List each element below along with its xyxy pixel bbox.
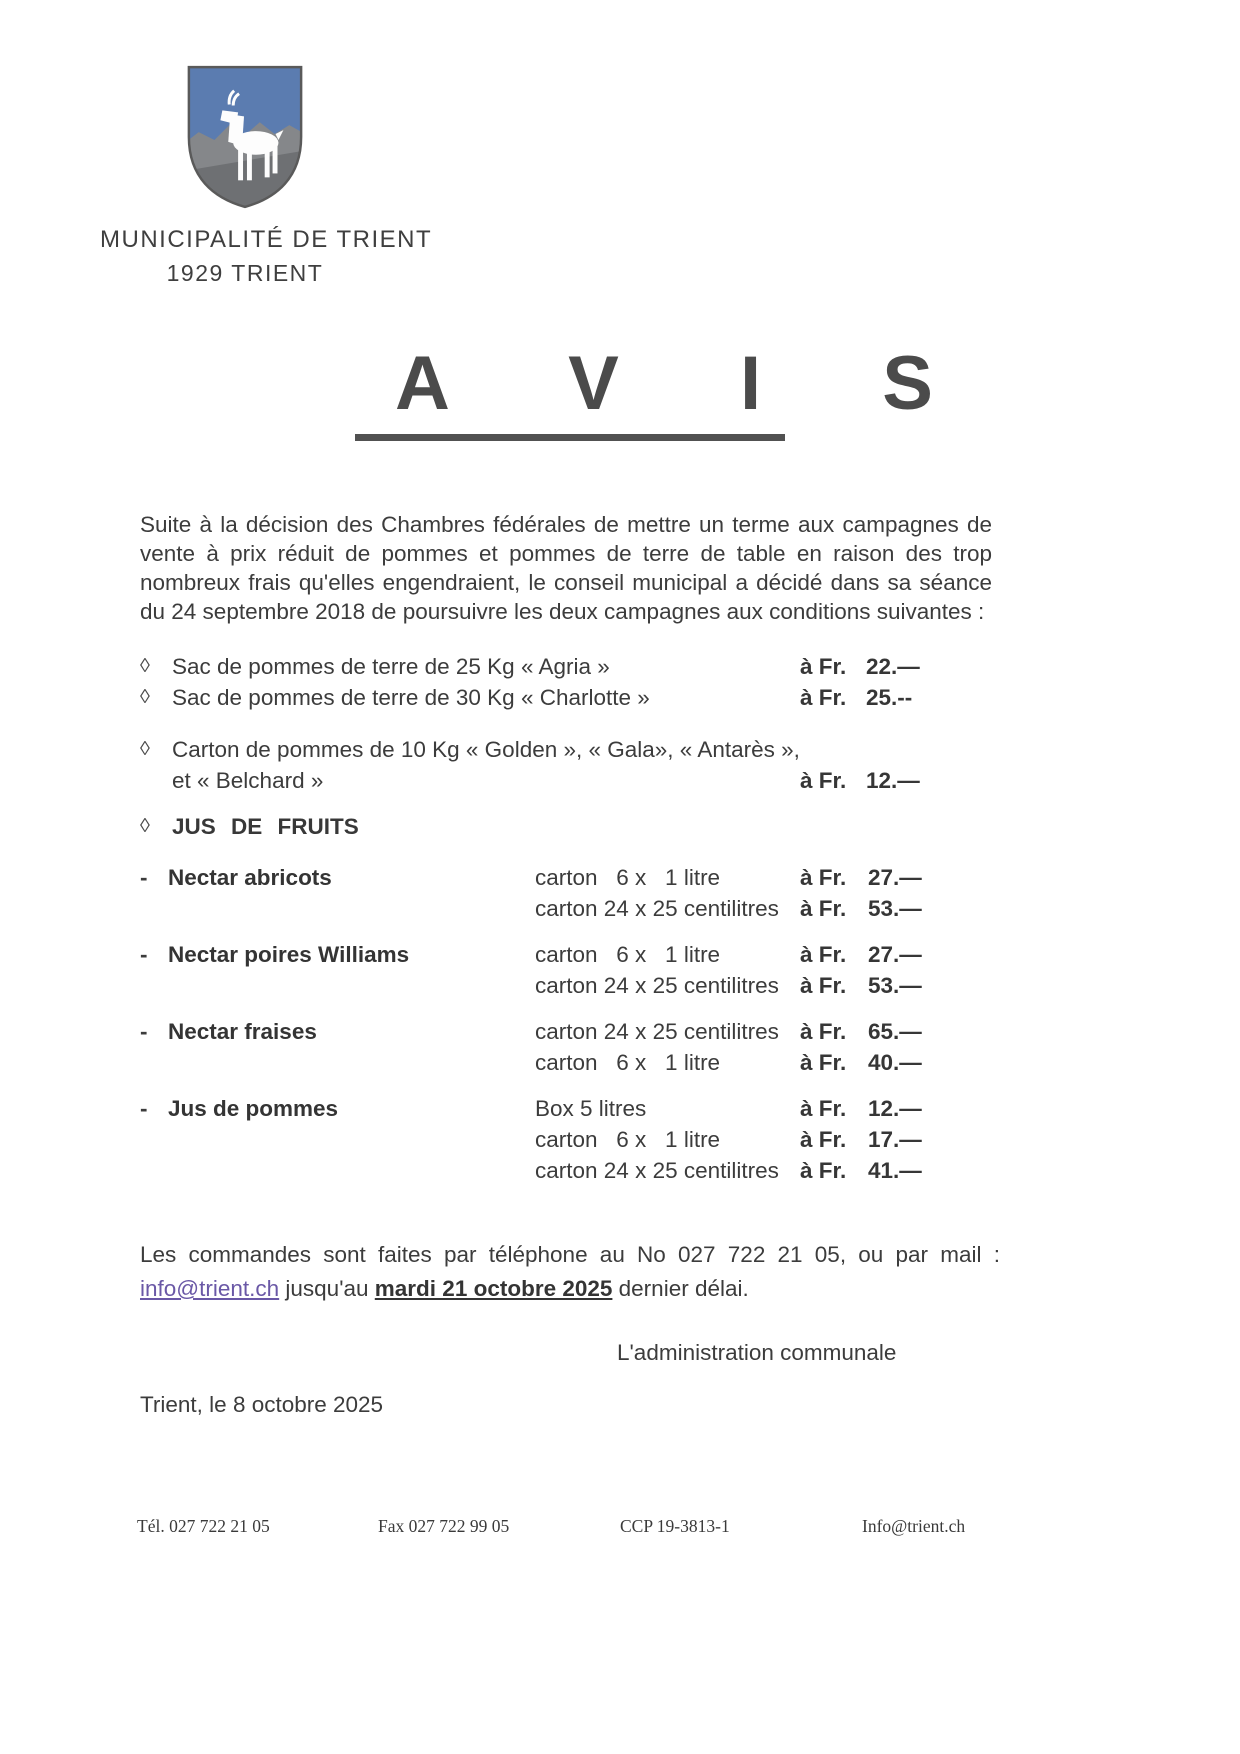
price-label: à Fr. (800, 1158, 847, 1183)
packaging: carton 6 x 1 litre (535, 1050, 721, 1075)
juice-section-heading-row (140, 811, 992, 842)
price-value: 25.-- (866, 685, 913, 710)
packaging: Box 5 litres (535, 1096, 647, 1121)
item-text: Carton de pommes de 10 Kg « Golden », « Gala», « Antarès », (172, 737, 800, 762)
table-row (140, 1124, 992, 1155)
juice-price-table (140, 862, 992, 1201)
municipality-name: MUNICIPALITÉ DE TRIENT (100, 226, 433, 253)
place-date: Trient, le 8 octobre 2025 (140, 1392, 384, 1417)
price-label: à Fr. (800, 1127, 847, 1152)
price-value: 27.— (868, 942, 922, 967)
signature: L'administration communale (617, 1340, 897, 1365)
list-item (140, 734, 992, 765)
product-name: Nectar poires Williams (168, 942, 410, 967)
intro-paragraph: Suite à la décision des Chambres fédérales de mettre un terme aux campagnes de vente à prix réduit de pommes et pommes de terre de table en raison des trop nombreux frais qu'elles engendraient, le conseil municipal a décidé dans sa séance du 24 septembre 2018 de poursuivre les deux campagnes aux conditions suivantes : (140, 511, 992, 624)
footer-phone: Tél. 027 722 21 05 (137, 1516, 270, 1536)
dash-bullet-icon: - (140, 1096, 148, 1121)
list-item (140, 682, 992, 713)
price-label: à Fr. (800, 1050, 847, 1075)
product-group (140, 1016, 992, 1078)
order-line-1: Les commandes sont faites par téléphone au No 027 722 21 05, ou par mail : (140, 1242, 1000, 1267)
order-instructions (140, 1238, 1000, 1305)
notice-title-block (355, 341, 983, 441)
price-label: à Fr. (800, 1019, 847, 1044)
diamond-bullet-icon: ◊ (140, 815, 150, 837)
dash-bullet-icon: - (140, 865, 148, 890)
packaging: carton 24 x 25 centilitres (535, 1158, 779, 1183)
product-group (140, 1093, 992, 1186)
price-value: 41.— (868, 1158, 922, 1183)
price-label: à Fr. (800, 1096, 847, 1121)
dash-bullet-icon: - (140, 1019, 148, 1044)
order-text: dernier délai. (612, 1276, 749, 1301)
item-text: et « Belchard » (172, 768, 324, 793)
diamond-bullet-icon: ◊ (140, 655, 150, 677)
coat-of-arms-icon (181, 62, 309, 212)
product-name: Nectar fraises (168, 1019, 317, 1044)
price-value: 40.— (868, 1050, 922, 1075)
packaging: carton 6 x 1 litre (535, 942, 721, 967)
table-row (140, 1047, 992, 1078)
list-item (140, 765, 992, 796)
table-row (140, 1093, 992, 1124)
notice-title: A V I S (395, 341, 983, 426)
table-row (140, 893, 992, 924)
product-group (140, 939, 992, 1001)
footer-email: Info@trient.ch (862, 1516, 966, 1536)
packaging: carton 6 x 1 litre (535, 1127, 721, 1152)
municipality-city: 1929 TRIENT (166, 260, 324, 286)
item-text: Sac de pommes de terre de 30 Kg « Charlotte » (172, 685, 650, 710)
price-value: 65.— (868, 1019, 922, 1044)
footer (0, 1516, 1240, 1546)
dash-bullet-icon: - (140, 942, 148, 967)
table-row (140, 1155, 992, 1186)
product-list (140, 651, 992, 842)
price-value: 53.— (868, 896, 922, 921)
price-label: à Fr. (800, 896, 847, 921)
packaging: carton 24 x 25 centilitres (535, 1019, 779, 1044)
packaging: carton 24 x 25 centilitres (535, 896, 779, 921)
deadline-date: mardi 21 octobre 2025 (374, 1276, 613, 1301)
price-value: 27.— (868, 865, 922, 890)
table-row (140, 862, 992, 893)
diamond-bullet-icon: ◊ (140, 738, 150, 760)
list-item (140, 651, 992, 682)
email-link[interactable]: info@trient.ch (140, 1276, 280, 1301)
letterhead (100, 62, 433, 287)
juice-section-heading: JUS DE FRUITS (172, 814, 359, 839)
footer-fax: Fax 027 722 99 05 (378, 1516, 510, 1536)
order-line-2 (140, 1272, 1000, 1305)
price-label: à Fr. (800, 942, 847, 967)
diamond-bullet-icon: ◊ (140, 686, 150, 708)
price-value: 53.— (868, 973, 922, 998)
price-value: 17.— (868, 1127, 922, 1152)
product-name: Nectar abricots (168, 865, 332, 890)
table-row (140, 939, 992, 970)
price-value: 12.— (866, 768, 920, 793)
price-value: 12.— (868, 1096, 922, 1121)
price-label: à Fr. (800, 865, 847, 890)
price-value: 22.— (866, 654, 920, 679)
packaging: carton 6 x 1 litre (535, 865, 721, 890)
item-text: Sac de pommes de terre de 25 Kg « Agria » (172, 654, 610, 679)
table-row (140, 970, 992, 1001)
price-label: à Fr. (800, 685, 847, 710)
packaging: carton 24 x 25 centilitres (535, 973, 779, 998)
price-label: à Fr. (800, 768, 847, 793)
order-text: jusqu'au (279, 1276, 375, 1301)
footer-ccp: CCP 19-3813-1 (620, 1516, 730, 1536)
product-group (140, 862, 992, 924)
price-label: à Fr. (800, 973, 847, 998)
table-row (140, 1016, 992, 1047)
product-name: Jus de pommes (168, 1096, 339, 1121)
price-label: à Fr. (800, 654, 847, 679)
